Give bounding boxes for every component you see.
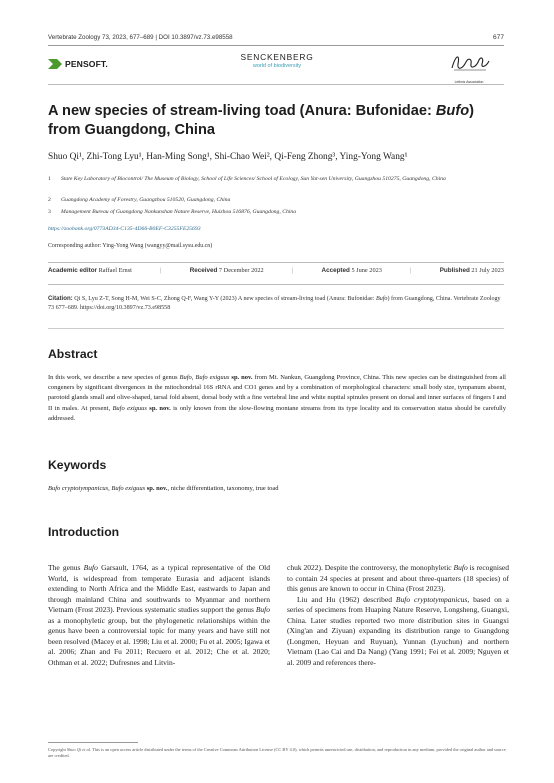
separator: |	[291, 267, 294, 274]
intro-column-left: The genus Bufo Garsault, 1764, as a typical representative of the Old World, is widespread from temperate Eurasia and adjacent islands extending to North Africa and the Middle East, eastwards to Japan and through mainland China and southwards to Myanmar and northern Vietnam (Frost 2023). Previous systematic studies support the genus Bufo as a monophyletic group, but the phylogenetic relationships within the genus have been a controversial topic for many years and have still not been resolved (Macey et al. 1998; Liu et al. 2000; Fu et al. 2005; Igawa et al. 2006; Zhan and Fu 2011; Recuero et al. 2012; Che et al. 2020; Othman et al. 2022; Dufresnes and Litvin-	[48, 563, 271, 667]
leibniz-label: Leibniz Association	[454, 80, 484, 84]
keywords-list: Bufo cryptotympanicus, Bufo exiguus sp. nov., niche differentiation, taxonomy, true toad	[48, 485, 279, 492]
published-date: Published 21 July 2023	[439, 267, 504, 274]
page-number: 677	[492, 34, 504, 41]
editorial-top-rule	[48, 262, 504, 263]
affiliation-1: 1 State Key Laboratory of Biocontrol/ The Museum of Biology, School of Life Sciences/ School of Ecology, Sun Yat-sen University, Guangzhou 510275, Guangdong, China	[48, 176, 446, 182]
header-divider-2	[48, 84, 504, 85]
received-date: Received 7 December 2022	[189, 267, 264, 274]
copyright-notice: Copyright Shuo Qi et al. This is an open access article distributed under the terms of the Creative Commons Attribution License (CC BY 4.0), which permits unrestricted use, distribution, and reproduction in any medium, provided the original author and source are credited.	[48, 747, 506, 759]
header-divider	[48, 45, 504, 46]
editorial-info	[48, 267, 504, 279]
doi-link[interactable]: ) from Guangdong, China. Vertebrate Zoology 73 677–689. https://doi.org/10.3897/vz.73.e98558	[48, 296, 501, 311]
editorial-bottom-rule	[48, 284, 504, 285]
leibniz-logo[interactable]	[446, 50, 492, 84]
footer-rule	[48, 742, 138, 743]
affiliation-2: 2 Guangdong Academy of Forestry, Guangzhou 510520, Guangdong, China	[48, 197, 231, 203]
affiliation-3: 3 Management Bureau of Guangdong Nankunshan Nature Reserve, Huizhou 516876, Guangdong, China	[48, 209, 297, 215]
keywords-heading: Keywords	[48, 458, 107, 472]
accepted-date: Accepted 5 June 2023	[321, 267, 382, 274]
journal-reference: Vertebrate Zoology 73, 2023, 677–689 | DOI 10.3897/vz.73.e98558	[48, 34, 233, 41]
article-title: A new species of stream-living toad (Anura: Bufonidae: Bufo) from Guangdong, China	[48, 103, 474, 138]
abstract-heading: Abstract	[48, 347, 98, 361]
publisher-name: PENSOFT.	[65, 59, 108, 69]
academic-editor: Academic editor Raffael Ernst	[48, 267, 132, 274]
abstract-text: In this work, we describe a new species of genus Bufo, Bufo exiguus sp. nov. from Mt. Nankun, Guangdong Province, China. This new species can be distinguished from all congeners by significant divergences in the mitochondrial 16S rRNA and CO1 genes and by a combination of morphological characters: small body size, tympanum absent, parotoid glands small and olive-shaped, tarsal fold absent, dorsal body with a fine vertebral line and white nuptial spinules present on dorsal and inner surfaces of fingers I and II in males. At present, Bufo exiguus sp. nov. is only known from the slow-flowing montane streams from its type locality and its conservation status should be carefully addressed.	[48, 374, 506, 422]
separator: |	[160, 267, 162, 274]
title-genus: Bufo	[435, 103, 470, 119]
society-name: SENCKENBERG	[240, 52, 314, 62]
intro-column-right: chuk 2022). Despite the controversy, the monophyletic Bufo is recognised to contain 24 species at present and about three-quarters (18 species) of this genus are known to occur in China (Frost 2023). Liu and Hu (1962) described Bufo cryptotympanicus, based on a series of specimens from Huaping Nature Reserve, Longsheng, Guangxi, China. Later studies reported two more distribution sites in Guangxi (Xing'an and Ziyuan) expanding its distribution range to Guangdong (Longmen, Heyuan and Ruyuan), Yunnan (Lyuchun) and northern Vietnam (Lao Cai and Da Nang) (Yang 1991; Fei et al. 2009; Nguyen et al. 2009 and references there-	[287, 563, 509, 667]
zoobank-link[interactable]: https://zoobank.org/0773AD34-C135-4D66-B0EF-C3255FE25693	[48, 226, 201, 232]
author-list: Shuo Qi¹, Zhi-Tong Lyu¹, Han-Ming Song¹, Shi-Chao Wei², Qi-Feng Zhong³, Ying-Yong Wang¹	[48, 152, 408, 162]
section-divider	[48, 328, 504, 329]
citation: Citation: Qi S, Lyu Z-T, Song H-M, Wei S-C, Zhong Q-F, Wang Y-Y (2023) A new species of stream-living toad (Anura: Bufonidae: Bufo) from Guangdong, China. Vertebrate Zoology 73 677–689. https://doi.org/10.3897/vz.73.e98558	[48, 295, 501, 311]
leibniz-signature-icon	[446, 50, 492, 80]
separator: |	[410, 267, 412, 274]
corresponding-author: Corresponding author: Ying-Yong Wang (wangyy@mail.sysu.edu.cn)	[48, 243, 213, 249]
introduction-heading: Introduction	[48, 525, 120, 539]
society-tagline: world of biodiversity	[252, 63, 302, 69]
